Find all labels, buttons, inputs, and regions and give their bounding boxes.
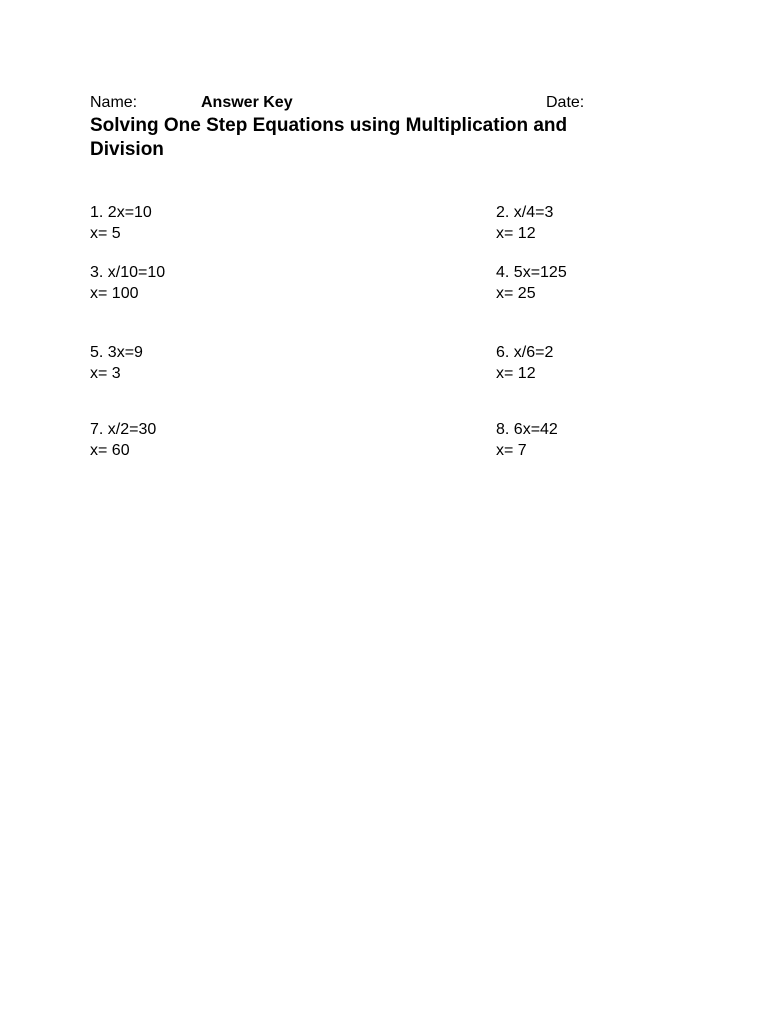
problem-7 bbox=[90, 419, 156, 461]
problem-equation: 2. x/4=3 bbox=[496, 204, 554, 221]
name-label: Name: bbox=[90, 94, 138, 111]
problem-6 bbox=[496, 342, 553, 384]
problem-8 bbox=[496, 419, 558, 461]
problem-answer: x= 5 bbox=[90, 225, 121, 242]
problem-3 bbox=[90, 262, 165, 304]
name-value: Answer Key bbox=[201, 94, 293, 111]
date-label: Date: bbox=[546, 94, 585, 111]
problem-equation: 7. x/2=30 bbox=[90, 421, 157, 438]
page-title: Solving One Step Equations using Multiplication and Division bbox=[90, 115, 568, 160]
problem-answer: x= 7 bbox=[496, 442, 527, 459]
problem-equation: 6. x/6=2 bbox=[496, 344, 554, 361]
problem-equation: 1. 2x=10 bbox=[90, 204, 152, 221]
problem-answer: x= 60 bbox=[90, 442, 130, 459]
problem-equation: 8. 6x=42 bbox=[496, 421, 558, 438]
problem-answer: x= 12 bbox=[496, 365, 536, 382]
problem-answer: x= 100 bbox=[90, 285, 139, 302]
problem-answer: x= 12 bbox=[496, 225, 536, 242]
problem-equation: 4. 5x=125 bbox=[496, 264, 567, 281]
problem-4 bbox=[496, 262, 567, 304]
problem-equation: 3. x/10=10 bbox=[90, 264, 166, 281]
problem-1 bbox=[90, 202, 152, 244]
problem-answer: x= 25 bbox=[496, 285, 536, 302]
problem-5 bbox=[90, 342, 143, 384]
problem-answer: x= 3 bbox=[90, 365, 121, 382]
problem-2 bbox=[496, 202, 553, 244]
problem-equation: 5. 3x=9 bbox=[90, 344, 143, 361]
